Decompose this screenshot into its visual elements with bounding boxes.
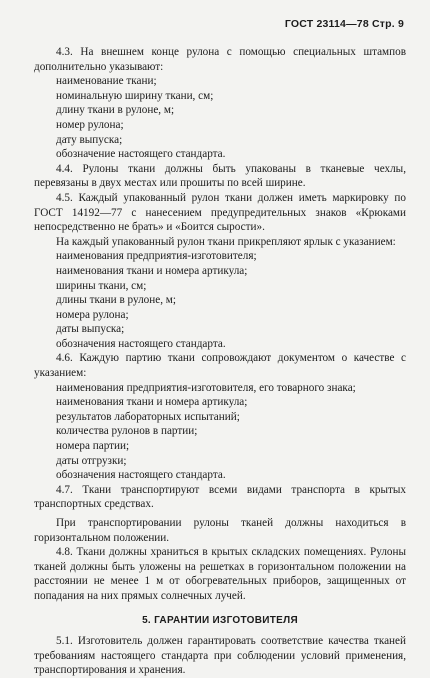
list-item: номера рулона;: [56, 308, 129, 321]
paragraph: 4.3. На внешнем конце рулона с помощью специальных штампов дополнительно указывают:: [34, 46, 406, 73]
document-body: [34, 45, 406, 678]
section-heading: 5. ГАРАНТИИ ИЗГОТОВИТЕЛЯ: [142, 614, 298, 626]
list-item: обозначения настоящего стандарта.: [56, 469, 226, 482]
paragraph: При транспортировании рулоны тканей должны находиться в горизонтальном положении.: [34, 517, 406, 544]
list-item: даты выпуска;: [56, 323, 125, 336]
list-item: длины ткани в рулоне, м;: [56, 294, 176, 307]
paragraph: 4.6. Каждую партию ткани сопровождают документом о качестве с указанием:: [34, 352, 406, 380]
list-item: наименование ткани;: [56, 75, 157, 88]
list-item: ширины ткани, см;: [56, 279, 147, 292]
paragraph: 4.8. Ткани должны храниться в крытых складских помещениях. Рулоны тканей должны быть уложены на решетках в горизонтальном положении на расстоянии не менее 1 м от обогревательных приборов, защищенных от попадания на них прямых солнечных лучей.: [34, 546, 406, 602]
page-header: ГОСТ 23114—78 Стр. 9: [284, 18, 404, 30]
paragraph: 4.5. Каждый упакованный рулон ткани должен иметь маркировку по ГОСТ 14192—77 с нанесением предупредительных знаков «Крюками непосредственно не брать» и «Боится сырости».: [34, 191, 406, 234]
paragraph: 4.7. Ткани транспортируют всеми видами транспорта в крытых транспортных средствах.: [34, 483, 406, 511]
list-item: обозначение настоящего стандарта.: [56, 148, 226, 161]
paragraph: 5.1. Изготовитель должен гарантировать соответствие качества тканей требованиям настоящего стандарта при соблюдении условий применения, транспортирования и хранения.: [34, 635, 406, 677]
list-item: количества рулонов в партии;: [56, 425, 198, 438]
paragraph: 4.4. Рулоны ткани должны быть упакованы в тканевые чехлы, перевязаны в двух местах или прошиты по всей ширине.: [34, 162, 406, 190]
list-item: наименования предприятия-изготовителя, его товарного знака;: [56, 381, 356, 394]
list-item: номер рулона;: [56, 118, 124, 131]
list-item: наименования ткани и номера артикула;: [56, 264, 248, 277]
list-item: даты отгрузки;: [56, 454, 127, 467]
list-item: номинальную ширину ткани, см;: [56, 89, 214, 102]
list-item: результатов лабораторных испытаний;: [56, 410, 240, 423]
paragraph: На каждый упакованный рулон ткани прикрепляют ярлык с указанием:: [56, 235, 396, 248]
list-item: номера партии;: [56, 440, 130, 453]
list-item: обозначения настоящего стандарта.: [56, 337, 226, 350]
list-item: дату выпуска;: [56, 133, 123, 146]
list-item: наименования предприятия-изготовителя;: [56, 250, 257, 263]
list-item: длину ткани в рулоне, м;: [56, 104, 175, 117]
list-item: наименования ткани и номера артикула;: [56, 396, 248, 409]
